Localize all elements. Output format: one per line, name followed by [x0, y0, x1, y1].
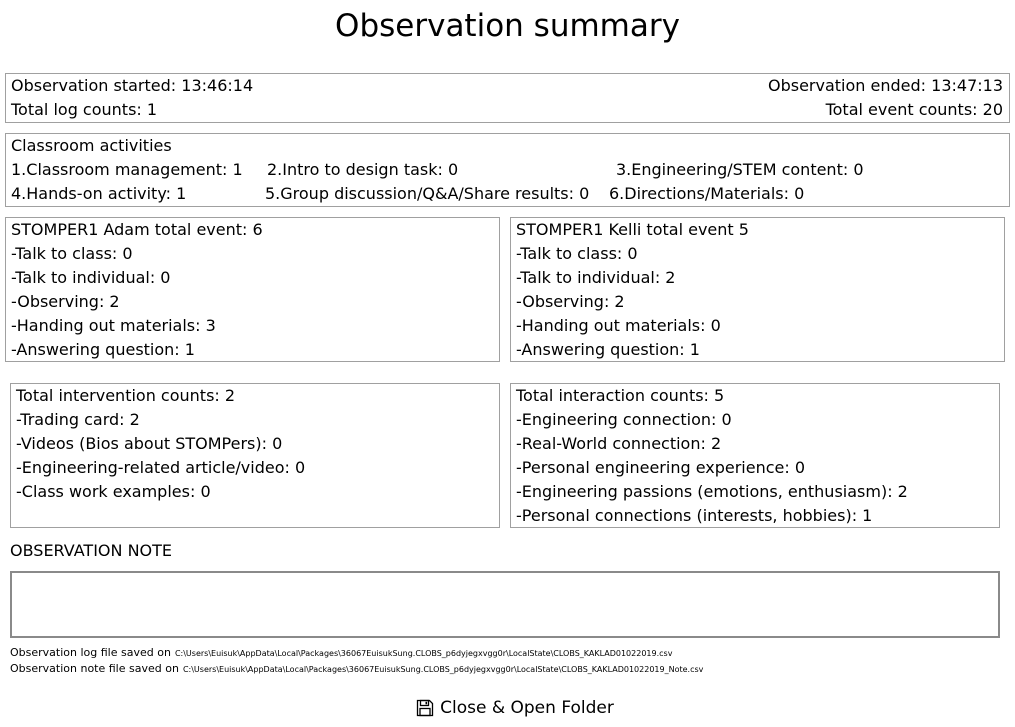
stomper-adam-line: -Talk to class: 0	[11, 244, 133, 263]
close-open-folder-label: Close & Open Folder	[440, 698, 614, 718]
note-file-label: Observation note file saved on	[10, 662, 179, 675]
intervention-counts-panel	[10, 383, 500, 528]
intervention-line: -Class work examples: 0	[16, 482, 211, 501]
activity-item: 5.Group discussion/Q&A/Share results: 0	[265, 184, 590, 203]
stomper-kelli-heading: STOMPER1 Kelli total event 5	[516, 220, 749, 239]
stomper-adam-line: -Observing: 2	[11, 292, 120, 311]
note-file-path: C:\Users\Euisuk\AppData\Local\Packages\36067EuisukSung.CLOBS_p6dyjegxvgg0r\LocalState\CLOBS_KAKLAD01022019_Note.csv	[182, 665, 704, 674]
stomper-kelli-line: -Observing: 2	[516, 292, 625, 311]
log-file-path: C:\Users\Euisuk\AppData\Local\Packages\36067EuisukSung.CLOBS_p6dyjegxvgg0r\LocalState\CLOBS_KAKLAD01022019.csv	[174, 649, 673, 658]
interaction-line: -Real-World connection: 2	[516, 434, 722, 453]
intervention-line: -Videos (Bios about STOMPers): 0	[16, 434, 283, 453]
intervention-line: -Engineering-related article/video: 0	[16, 458, 306, 477]
interaction-heading: Total interaction counts: 5	[516, 386, 725, 405]
stomper-kelli-line: -Answering question: 1	[516, 340, 700, 359]
log-file-label: Observation log file saved on	[10, 646, 171, 659]
observation-ended: Observation ended: 13:47:13	[768, 76, 1003, 95]
interaction-line: -Engineering passions (emotions, enthusiasm): 2	[516, 482, 908, 501]
interaction-line: -Personal engineering experience: 0	[516, 458, 806, 477]
stomper-kelli-line: -Handing out materials: 0	[516, 316, 721, 335]
intervention-heading: Total intervention counts: 2	[16, 386, 236, 405]
stomper-kelli-panel	[510, 217, 1005, 362]
stomper-adam-line: -Talk to individual: 0	[11, 268, 171, 287]
stomper-kelli-line: -Talk to individual: 2	[516, 268, 676, 287]
page-title: Observation summary	[335, 8, 680, 44]
observation-note-input[interactable]	[10, 571, 1000, 638]
interaction-line: -Personal connections (interests, hobbies): 1	[516, 506, 873, 525]
stomper-adam-panel	[5, 217, 500, 362]
classroom-activities-heading: Classroom activities	[11, 136, 172, 155]
interaction-counts-panel	[510, 383, 1000, 528]
activity-item: 6.Directions/Materials: 0	[609, 184, 805, 203]
observation-started: Observation started: 13:46:14	[11, 76, 254, 95]
total-log-counts: Total log counts: 1	[11, 100, 158, 119]
activity-item: 4.Hands-on activity: 1	[11, 184, 187, 203]
stomper-kelli-line: -Talk to class: 0	[516, 244, 638, 263]
close-open-folder-button[interactable]	[410, 694, 620, 722]
stomper-adam-heading: STOMPER1 Adam total event: 6	[11, 220, 263, 239]
activity-item: 2.Intro to design task: 0	[267, 160, 459, 179]
intervention-line: -Trading card: 2	[16, 410, 140, 429]
observation-times-panel	[5, 73, 1010, 123]
total-event-counts: Total event counts: 20	[825, 100, 1003, 119]
note-file-info	[10, 662, 703, 676]
activity-item: 3.Engineering/STEM content: 0	[616, 160, 864, 179]
stomper-adam-line: -Handing out materials: 3	[11, 316, 216, 335]
save-icon	[416, 699, 434, 717]
log-file-info	[10, 646, 672, 660]
classroom-activities-panel	[5, 133, 1010, 207]
interaction-line: -Engineering connection: 0	[516, 410, 732, 429]
observation-note-label: OBSERVATION NOTE	[10, 541, 173, 560]
stomper-adam-line: -Answering question: 1	[11, 340, 195, 359]
activity-item: 1.Classroom management: 1	[11, 160, 243, 179]
